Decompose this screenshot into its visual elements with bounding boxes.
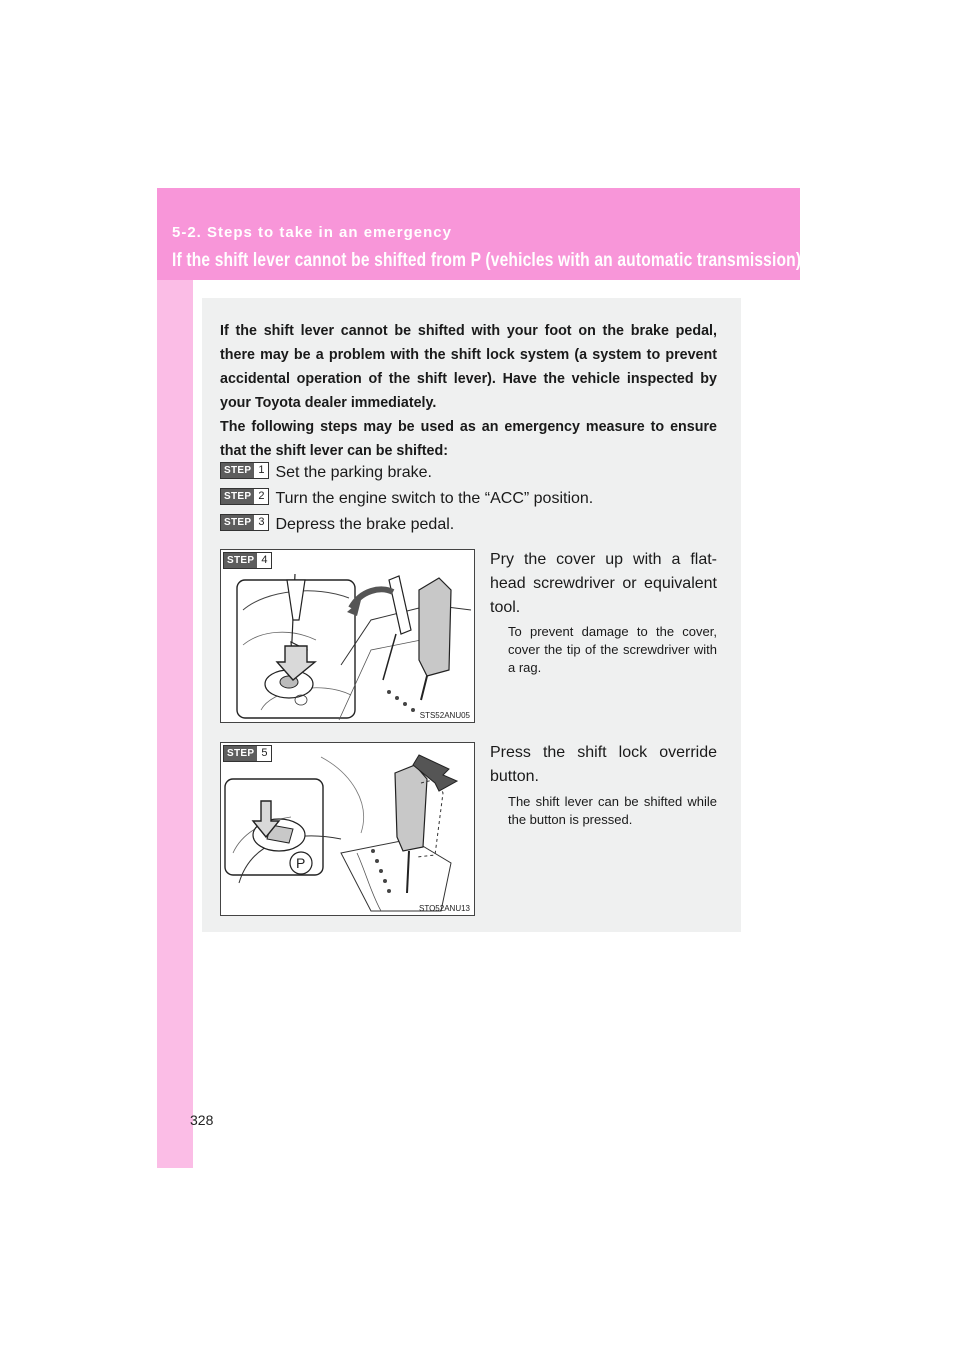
- step-5-illustration: [220, 742, 475, 916]
- step-1-badge: STEP 1: [220, 462, 269, 479]
- step-5-badge: STEP 5: [223, 745, 272, 762]
- step-2: [220, 488, 593, 510]
- step-3-badge: STEP 3: [220, 514, 269, 531]
- step-3-text: Depress the brake pedal.: [275, 516, 455, 533]
- step-1-text: Set the parking brake.: [275, 464, 432, 481]
- override-button-drawing: [221, 743, 475, 916]
- side-color-strip: [157, 188, 193, 1168]
- step-5-text: Press the shift lock override button.: [490, 744, 717, 785]
- park-symbol-icon: P: [296, 855, 306, 871]
- step-4-note: To prevent damage to the cover, cover the tip of the screwdriver with a rag.: [508, 624, 717, 675]
- screwdriver-pry-drawing: [221, 550, 475, 723]
- step-1: [220, 462, 432, 484]
- step-5-image-code: STO52ANU13: [419, 904, 470, 913]
- section-label: 5-2. Steps to take in an emergency: [172, 224, 452, 241]
- page-heading: If the shift lever cannot be shifted from P (vehicles with an automatic transmission): [172, 250, 802, 271]
- step-4-text: Pry the cover up with a flat-head screwdriver or equivalent tool.: [490, 551, 717, 616]
- step-4-badge: STEP 4: [223, 552, 272, 569]
- step-5-note: The shift lever can be shifted while the button is pressed.: [508, 794, 717, 827]
- intro-paragraph-2: The following steps may be used as an emergency measure to ensure that the shift lever can be shifted:: [220, 419, 717, 459]
- intro-text: [220, 319, 717, 463]
- step-2-badge: STEP 2: [220, 488, 269, 505]
- step-4-image-code: STS52ANU05: [419, 711, 470, 720]
- step-3: [220, 514, 454, 536]
- intro-paragraph-1: If the shift lever cannot be shifted with your foot on the brake pedal, there may be a problem with the shift lock system (a system to prevent accidental operation of the shift lever). Have the vehicle inspected by your Toyota dealer immediately.: [220, 323, 717, 411]
- page-number: 328: [190, 1112, 214, 1128]
- step-2-text: Turn the engine switch to the “ACC” position.: [275, 490, 594, 507]
- step-4-illustration: [220, 549, 475, 723]
